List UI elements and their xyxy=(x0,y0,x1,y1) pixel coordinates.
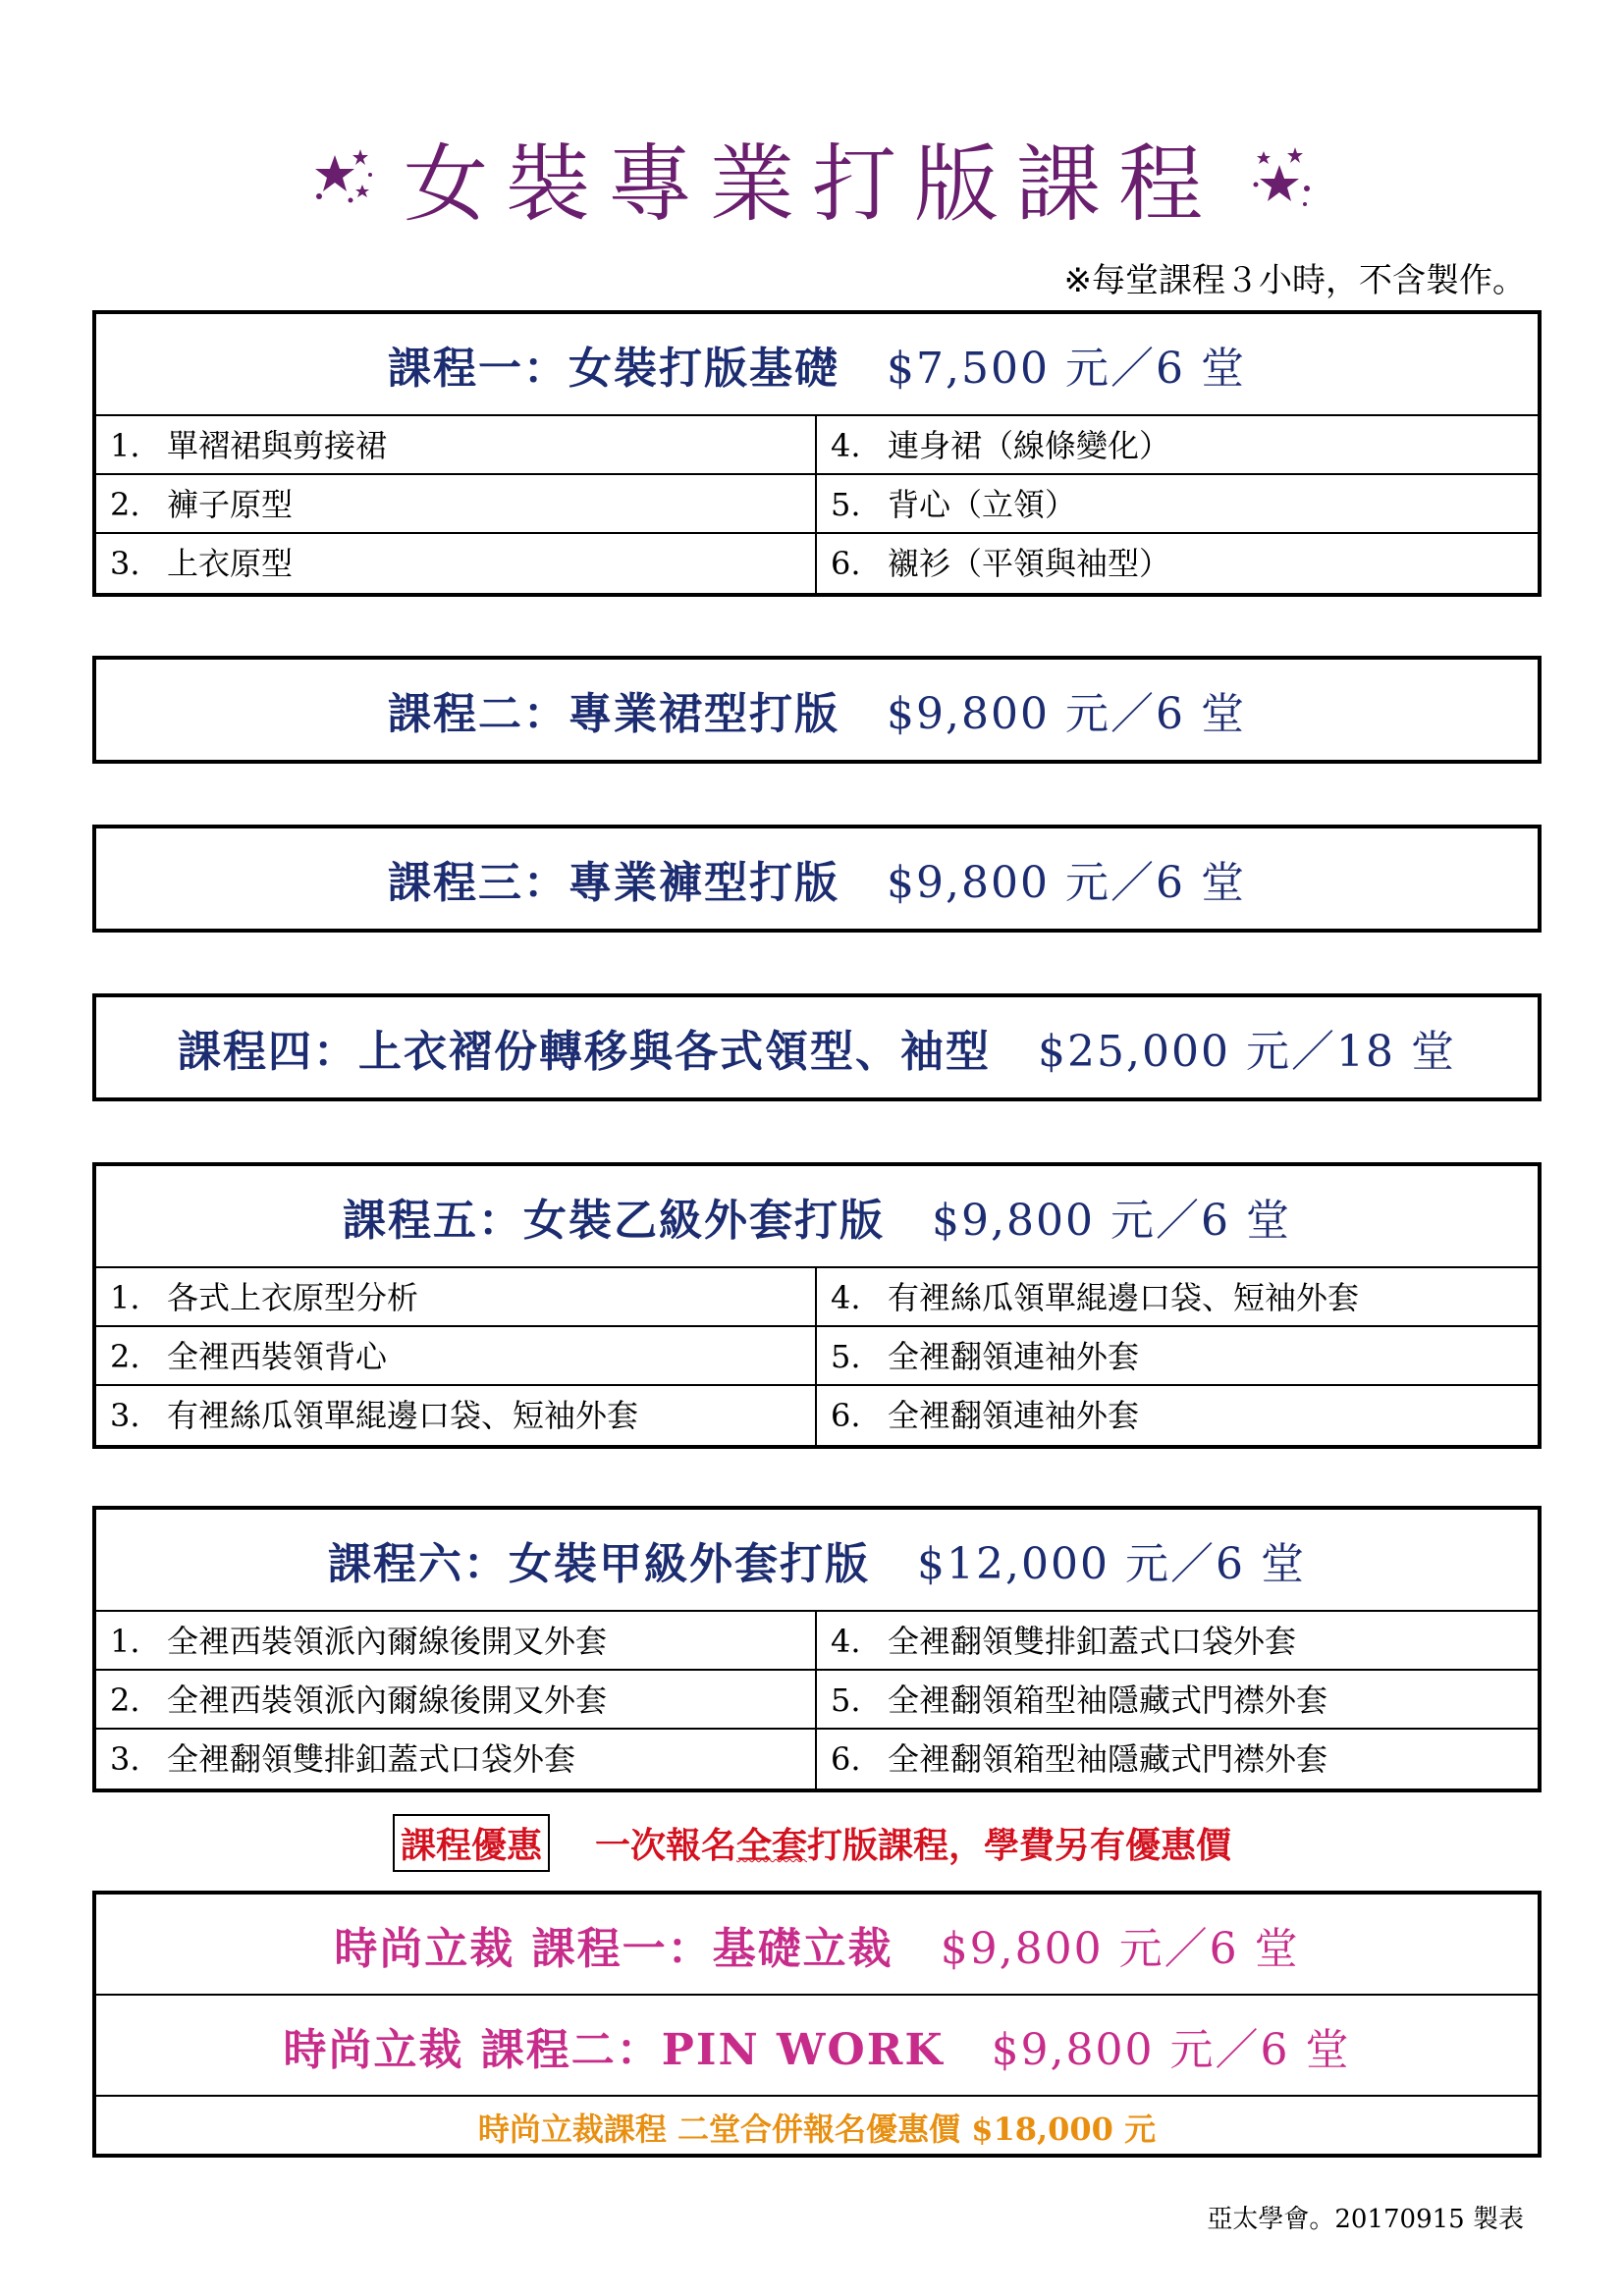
fashion-course-2-price: $9,800 元／6 堂 xyxy=(991,2024,1351,2075)
course-1-heading xyxy=(96,314,1538,414)
fashion-box xyxy=(92,1891,1542,2158)
list-item: 3. 上衣原型 xyxy=(96,534,817,593)
course-6-price: $12,000 元／6 堂 xyxy=(917,1539,1306,1589)
page-title: 女裝專業打版課程 xyxy=(404,135,1220,234)
fashion-course-1-price: $9,800 元／6 堂 xyxy=(940,1923,1300,1974)
list-item: 5. 背心（立領） xyxy=(817,475,1538,534)
list-item: 3. 有裡絲瓜領單緄邊口袋、短袖外套 xyxy=(96,1386,817,1445)
fashion-course-2 xyxy=(96,1996,1538,2097)
list-item: 2. 全裡西裝領背心 xyxy=(96,1327,817,1386)
course-6-box xyxy=(92,1506,1542,1792)
course-3-price: $9,800 元／6 堂 xyxy=(887,858,1246,908)
course-4-box xyxy=(92,993,1542,1101)
promo-label: 課程優惠 xyxy=(393,1814,550,1872)
course-5-items xyxy=(96,1266,1538,1445)
list-item: 4. 全裡翻領雙排釦蓋式口袋外套 xyxy=(817,1612,1538,1671)
course-3-title: 課程三：專業褲型打版 xyxy=(388,858,840,908)
list-item: 6. 全裡翻領箱型袖隱藏式門襟外套 xyxy=(831,1740,1328,1778)
course-3-heading xyxy=(96,828,1538,929)
session-note: ※每堂課程３小時，不含製作。 xyxy=(1063,261,1526,300)
list-item: 6. 全裡翻領連袖外套 xyxy=(831,1397,1140,1434)
course-5-heading xyxy=(96,1166,1538,1266)
course-1-price: $7,500 元／6 堂 xyxy=(887,344,1246,394)
list-item: 6. 襯衫（平領與袖型） xyxy=(831,545,1171,582)
fashion-course-1-title: 時尚立裁 課程一：基礎立裁 xyxy=(334,1923,893,1974)
list-item: 5. 全裡翻領連袖外套 xyxy=(817,1327,1538,1386)
promo-underlined: 全套 xyxy=(736,1825,808,1866)
list-item: 2. 全裡西裝領派內爾線後開叉外套 xyxy=(96,1671,817,1730)
fashion-course-1 xyxy=(96,1895,1538,1996)
stars-icon xyxy=(311,145,374,208)
course-4-price: $25,000 元／18 堂 xyxy=(1038,1027,1456,1077)
course-2-box xyxy=(92,656,1542,764)
course-2-price: $9,800 元／6 堂 xyxy=(887,689,1246,739)
course-4-heading xyxy=(96,997,1538,1097)
course-1-title: 課程一：女裝打版基礎 xyxy=(388,344,840,394)
course-5-title: 課程五：女裝乙級外套打版 xyxy=(343,1196,886,1246)
promo-line xyxy=(0,1814,1624,1872)
list-item: 4. 有裡絲瓜領單緄邊口袋、短袖外套 xyxy=(817,1268,1538,1327)
course-2-heading xyxy=(96,660,1538,760)
course-4-title: 課程四：上衣褶份轉移與各式領型、袖型 xyxy=(178,1027,992,1077)
list-item: 2. 褲子原型 xyxy=(96,475,817,534)
course-6-items xyxy=(96,1610,1538,1789)
promo-text: 一次報名全套打版課程，學費另有優惠價 xyxy=(594,1825,1232,1866)
course-5-price: $9,800 元／6 堂 xyxy=(932,1196,1291,1246)
course-6-heading xyxy=(96,1510,1538,1610)
course-1-box xyxy=(92,310,1542,597)
list-item: 4. 連身裙（線條變化） xyxy=(817,416,1538,475)
list-item: 1. 單褶裙與剪接裙 xyxy=(96,416,817,475)
list-item: 5. 全裡翻領箱型袖隱藏式門襟外套 xyxy=(817,1671,1538,1730)
course-3-box xyxy=(92,825,1542,933)
list-item: 3. 全裡翻領雙排釦蓋式口袋外套 xyxy=(96,1730,817,1789)
fashion-combo-price: 時尚立裁課程 二堂合併報名優惠價 $18,000 元 xyxy=(477,2110,1157,2148)
course-2-title: 課程二：專業裙型打版 xyxy=(388,689,840,739)
course-5-box xyxy=(92,1162,1542,1449)
stars-icon xyxy=(1250,145,1313,208)
title-row xyxy=(0,123,1624,234)
list-item: 1. 全裡西裝領派內爾線後開叉外套 xyxy=(96,1612,817,1671)
fashion-course-2-title: 時尚立裁 課程二：PIN WORK xyxy=(283,2024,945,2075)
course-1-items xyxy=(96,414,1538,593)
footer-credit: 亞太學會。20170915 製表 xyxy=(1207,2205,1524,2234)
course-6-title: 課程六：女裝甲級外套打版 xyxy=(328,1539,871,1589)
list-item: 1. 各式上衣原型分析 xyxy=(96,1268,817,1327)
